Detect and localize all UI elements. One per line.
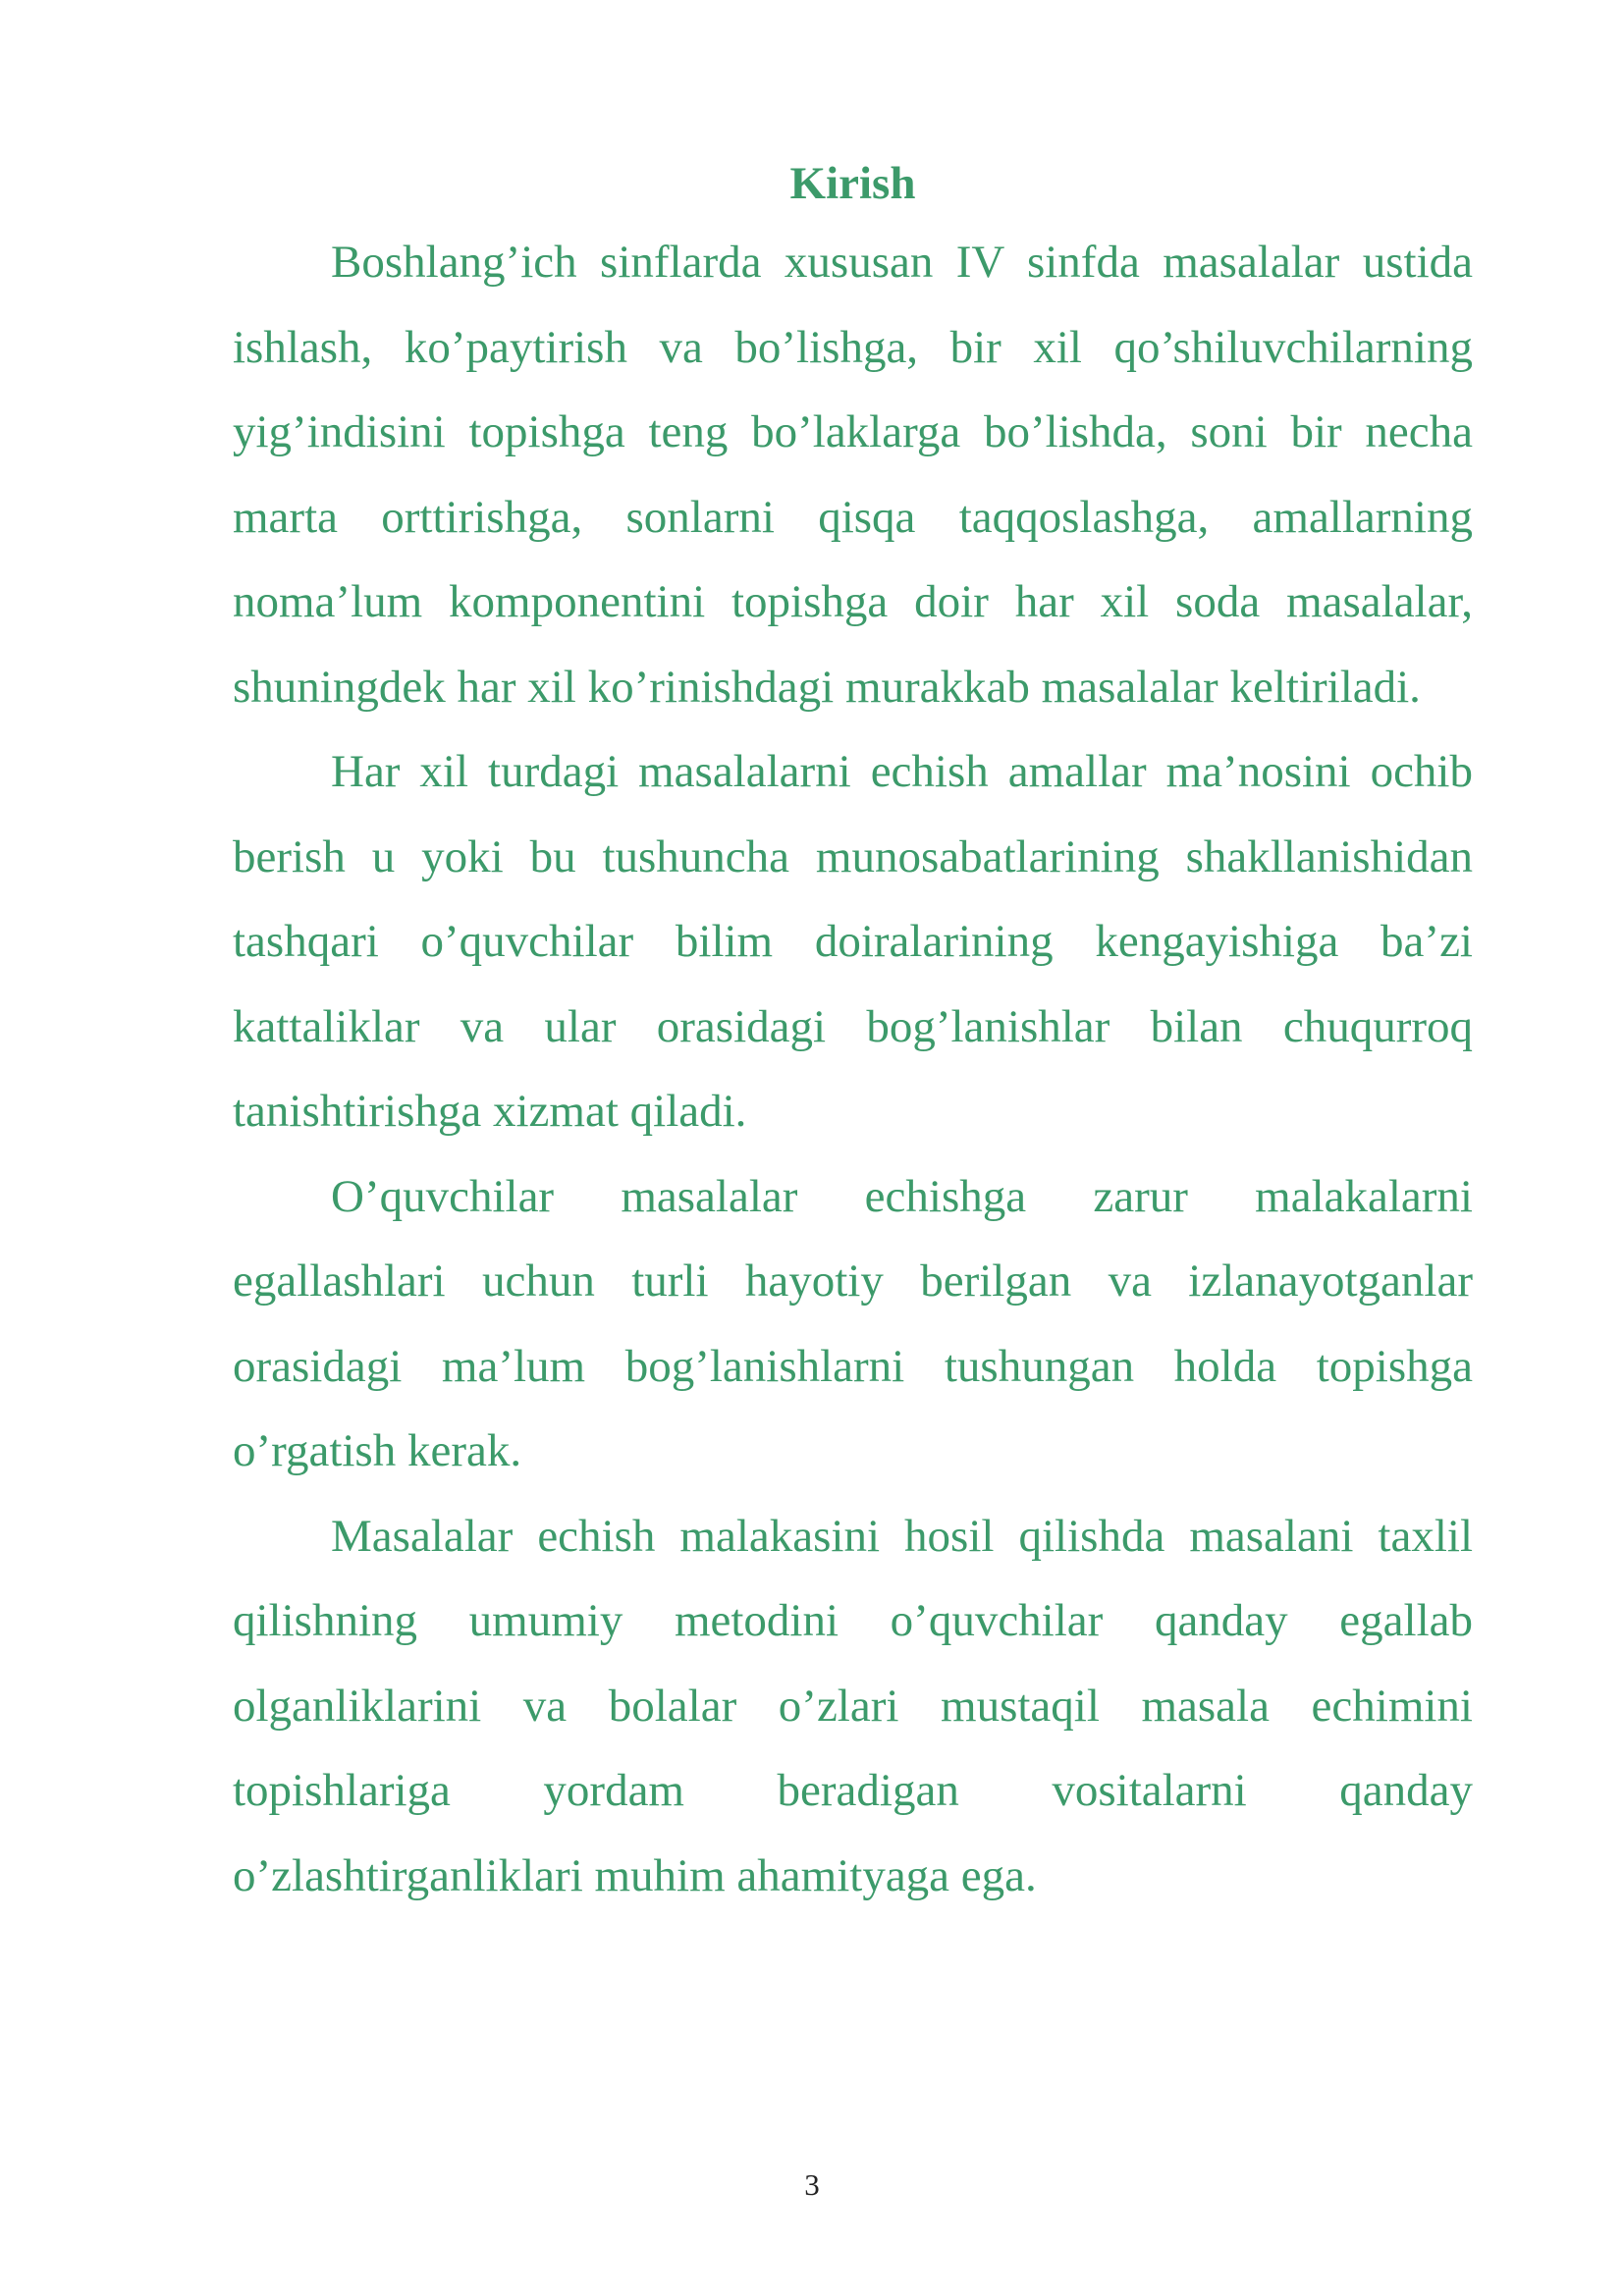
paragraph-2: Har xil turdagi masalalarni echish amallar ma’nosini ochib berish u yoki bu tushuncha munosabatlarining shakllanishidan tashqari o’quvchilar bilim doiralarining kengayishiga ba’zi kattaliklar va ular orasidagi bog’lanishlar bilan chuqurroq tanishtirishga xizmat qiladi. [233,746,1473,1137]
page-content [233,147,1473,1918]
paragraph-1: Boshlang’ich sinflarda xususan IV sinfda masalalar ustida ishlash, ko’paytirish va bo’lishga, bir xil qo’shiluvchilarning yig’indisini topishga teng bo’laklarga bo’lishda, soni bir necha marta orttirishga, sonlarni qisqa taqqoslashga, amallarning noma’lum komponentini topishga doir har xil soda masalalar, shuningdek har xil ko’rinishdagi murakkab masalalar keltiriladi. [233,237,1473,713]
section-title: Kirish [789,158,916,209]
page-number: 3 [804,2167,820,2202]
paragraph-4: Masalalar echish malakasini hosil qilishda masalani taxlil qilishning umumiy metodini o’quvchilar qanday egallab olganliklarini va bolalar o’zlari mustaqil masala echimini topishlariga yordam beradigan vositalarni qanday o’zlashtirganliklari muhim ahamityaga ega. [233,1510,1473,1901]
paragraph-3: O’quvchilar masalalar echishga zarur malakalarni egallashlari uchun turli hayotiy berilgan va izlanayotganlar orasidagi ma’lum bog’lanishlarni tushungan holda topishga o’rgatish kerak. [233,1170,1473,1476]
